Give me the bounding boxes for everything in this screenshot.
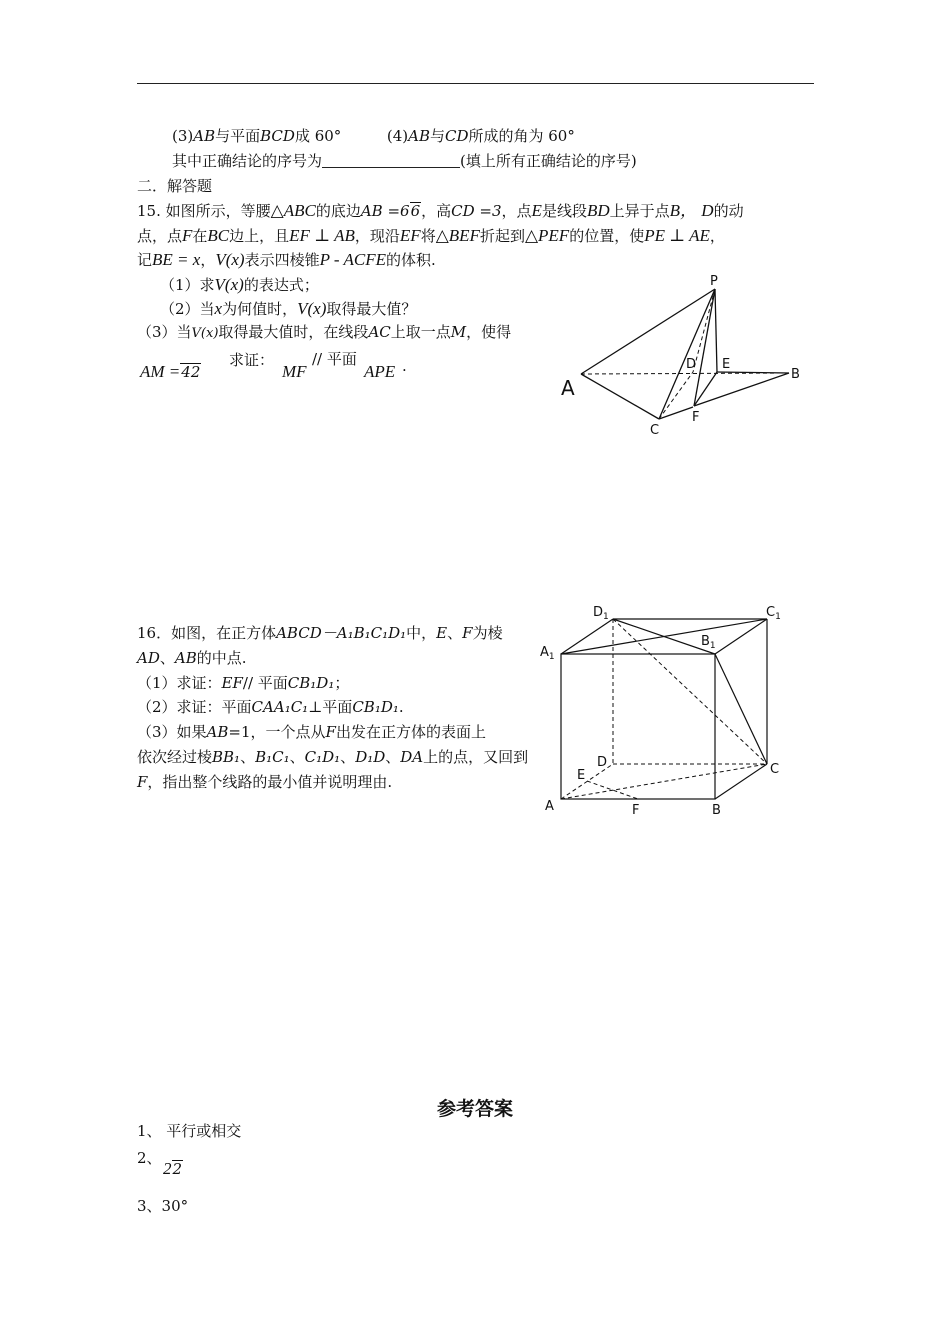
edge-A1D1: [561, 619, 613, 654]
edge-PC: [659, 289, 715, 419]
q15-line1: 15. 如图所示，等腰△ABC的底边AB =66，高CD =3，点E是线段BD上异于点B， D的动: [137, 201, 744, 220]
q16-sub3-cont1: 依次经过棱BB₁、B₁C₁、C₁D₁、D₁D、DA上的点，又回到: [137, 748, 529, 766]
q15-sub1: （1）求V(x)的表达式；: [160, 275, 319, 294]
edge-B1C1: [715, 619, 767, 654]
q15-parallel: // 平面: [312, 350, 357, 368]
edge-B1C: [715, 654, 767, 764]
edge-D1C-dashed: [613, 619, 767, 764]
edge-PE: [715, 289, 717, 372]
label-D1: $D_1$: [593, 605, 609, 622]
label-C: C: [770, 762, 780, 777]
label-C: C: [650, 423, 660, 438]
edge-PF: [694, 289, 715, 406]
header-rule: [137, 83, 814, 84]
q15-prove-label: 求证：: [229, 351, 275, 369]
prev-fill-line: 其中正确结论的序号为 (填上所有正确结论的序号): [172, 152, 637, 170]
label-F: F: [632, 803, 640, 818]
answer-1: 1、 平行或相交: [137, 1122, 242, 1140]
q15-ape: APE: [364, 362, 396, 381]
q16-sub3-cont2: F，指出整个线路的最小值并说明理由.: [137, 773, 393, 791]
q16-sub1: （1）求证：EF// 平面CB₁D₁；: [137, 674, 350, 692]
edge-AC-dashed: [561, 764, 767, 799]
label-E: E: [577, 768, 586, 783]
q16-sub3: （3）如果AB=1，一个点从F出发在正方体的表面上: [137, 723, 486, 741]
label-P: P: [710, 274, 718, 289]
answer-2-value: 22: [163, 1159, 183, 1178]
edge-BC: [715, 764, 767, 799]
q15-line3: 记BE = x，V(x)表示四棱锥P - ACFE的体积.: [137, 250, 436, 269]
q15-sub2: （2）当x为何值时，V(x)取得最大值？: [160, 299, 417, 318]
answer-3: 3、30°: [137, 1197, 189, 1215]
label-D: D: [686, 357, 697, 372]
q16-line2: AD、AB的中点.: [137, 649, 247, 667]
label-A: A: [545, 799, 554, 814]
answer-blank[interactable]: [322, 153, 460, 168]
figure-16: [537, 598, 797, 823]
label-C1: $C_1$: [766, 605, 781, 622]
answers-title: 参考答案: [436, 1098, 513, 1120]
section-heading: 二．解答题: [137, 177, 213, 195]
q15-line2: 点，点F在BC边上，且EF ⊥ AB，现沿EF将△BEF折起到△PEF的位置，使PE ⊥ AE，: [137, 226, 725, 245]
answer-2-label: 2、: [137, 1149, 162, 1167]
edge-AC: [581, 374, 659, 419]
edge-FB: [694, 373, 789, 406]
label-B: B: [791, 367, 800, 382]
label-A: A: [561, 376, 575, 400]
q15-mf: MF: [282, 362, 307, 381]
edge-A1C1: [561, 619, 767, 654]
label-B1: $B_1$: [701, 634, 716, 651]
label-F: F: [692, 410, 700, 425]
q16-line1: 16．如图，在正方体ABCD－A₁B₁C₁D₁中，E、F为棱: [137, 624, 503, 642]
q15-am: AM =42: [140, 362, 201, 381]
label-B: B: [712, 803, 721, 818]
label-E: E: [722, 357, 731, 372]
prev-items: (3)AB与平面BCD成 60° (4)AB与CD所成的角为 60°: [172, 127, 575, 145]
q15-sub3: （3）当V(x)取得最大值时，在线段AC上取一点M，使得: [137, 323, 512, 341]
edge-AB-dashed: [581, 373, 789, 374]
q16-sub2: （2）求证：平面CAA₁C₁⊥平面CB₁D₁.: [137, 698, 404, 716]
q15-end-dot: .: [402, 357, 407, 375]
label-D: D: [597, 755, 608, 770]
figure-15: [555, 272, 815, 442]
label-A1: $A_1$: [540, 645, 555, 662]
